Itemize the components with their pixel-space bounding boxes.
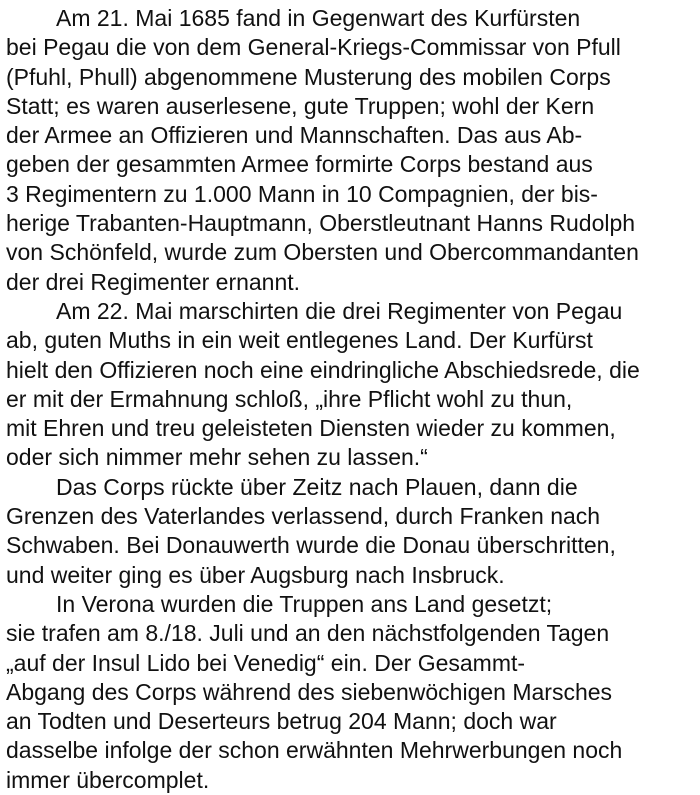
text-line: (Pfuhl, Phull) abgenommene Musterung des mobilen Corps: [6, 63, 611, 90]
text-line: und weiter ging es über Augsburg nach Insbruck.: [6, 561, 505, 588]
text-line: geben der gesammten Armee formirte Corps bestand aus: [6, 151, 593, 178]
paragraph-arrival: [6, 590, 700, 795]
text-line: Am 21. Mai 1685 fand in Gegenwart des Kurfürsten: [56, 5, 581, 31]
text-line: von Schönfeld, wurde zum Obersten und Obercommandanten: [6, 239, 639, 266]
text-line: er mit der Ermahnung schloß, „ihre Pflicht wohl zu thun,: [6, 385, 573, 412]
text-line: mit Ehren und treu geleisteten Diensten wieder zu kommen,: [6, 415, 616, 442]
paragraph-route: [6, 473, 700, 590]
text-line: bei Pegau die von dem General-Kriegs-Commissar von Pfull: [6, 34, 621, 61]
text-line: der drei Regimenter ernannt.: [6, 268, 301, 295]
text-line: sie trafen am 8./18. Juli und an den nächstfolgenden Tagen: [6, 620, 610, 647]
text-line: an Todten und Deserteurs betrug 204 Mann; doch war: [6, 708, 557, 735]
text-line: oder sich nimmer mehr sehen zu lassen.“: [6, 444, 428, 471]
text-line: Grenzen des Vaterlandes verlassend, durch Franken nach: [6, 503, 601, 530]
text-line: Das Corps rückte über Zeitz nach Plauen, dann die: [56, 473, 578, 500]
text-line: Schwaben. Bei Donauwerth wurde die Donau überschritten,: [6, 532, 616, 559]
text-line: ab, guten Muths in ein weit entlegenes Land. Der Kurfürst: [6, 327, 593, 354]
text-line: Abgang des Corps während des siebenwöchigen Marsches: [6, 678, 613, 705]
text-line: hielt den Offizieren noch eine eindringliche Abschiedsrede, die: [6, 356, 640, 383]
text-line: immer übercomplet.: [6, 766, 210, 793]
paragraph-march: [6, 297, 700, 473]
text-line: dasselbe infolge der schon erwähnten Mehrwerbungen noch: [6, 737, 623, 764]
paragraph-muster: [6, 4, 700, 297]
text-line: der Armee an Offizieren und Mannschaften. Das aus Ab-: [6, 122, 583, 149]
text-line: Statt; es waren auserlesene, gute Truppen; wohl der Kern: [6, 92, 595, 119]
text-line: „auf der Insul Lido bei Venedig“ ein. Der Gesammt-: [6, 649, 526, 676]
text-line: 3 Regimentern zu 1.000 Mann in 10 Compagnien, der bis-: [6, 180, 598, 207]
text-line: In Verona wurden die Truppen ans Land gesetzt;: [56, 590, 553, 617]
text-line: Am 22. Mai marschirten die drei Regimenter von Pegau: [56, 297, 623, 324]
text-line: herige Trabanten-Hauptmann, Oberstleutnant Hanns Rudolph: [6, 210, 636, 237]
